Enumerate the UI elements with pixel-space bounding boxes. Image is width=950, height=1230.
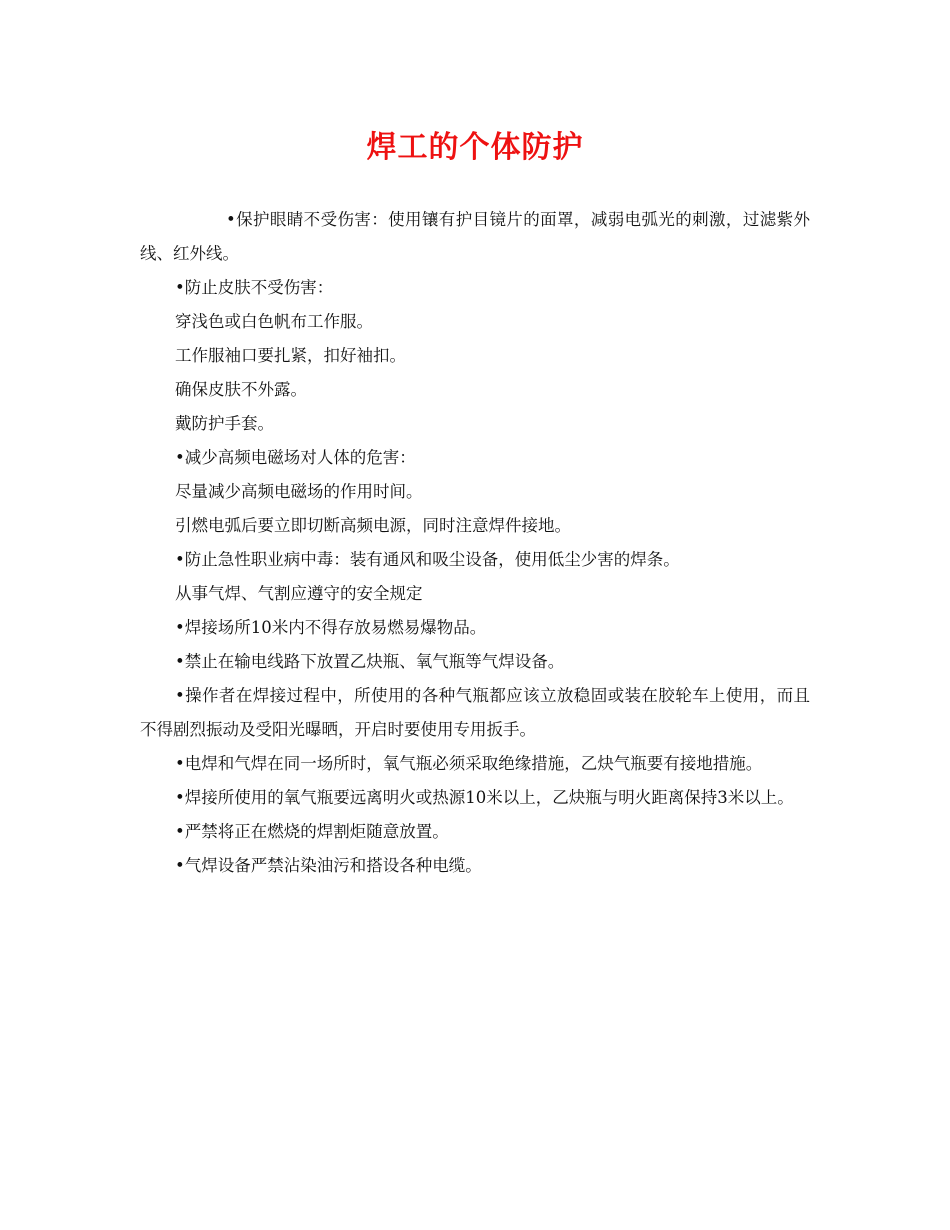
paragraph-no-oil-cables: •气焊设备严禁沾染油污和搭设各种电缆。 [175,856,482,875]
paragraph-eye-protection: •保护眼睛不受伤害：使用镶有护目镜片的面罩，减弱电弧光的刺激，过滤紫外线、红外线。 [140,210,810,263]
paragraph-poisoning-prevention: •防止急性职业病中毒：装有通风和吸尘设备，使用低尘少害的焊条。 [175,550,680,569]
paragraph-no-flammables: •焊接场所10米内不得存放易燃易爆物品。 [175,618,487,637]
paragraph-light-workwear: 穿浅色或白色帆布工作服。 [175,312,373,331]
paragraph-gloves: 戴防护手套。 [175,414,274,433]
paragraph-reduce-exposure: 尽量减少高频电磁场的作用时间。 [175,482,423,501]
paragraph-hf-field-heading: •减少高频电磁场对人体的危害： [175,448,416,467]
paragraph-cylinder-distance: •焊接所使用的氧气瓶要远离明火或热源10米以上，乙炔瓶与明火距离保持3米以上。 [175,788,794,807]
paragraph-insulation-grounding: •电焊和气焊在同一场所时，氧气瓶必须采取绝缘措施，乙炔气瓶要有接地措施。 [175,754,763,773]
paragraph-gas-welding-rules-heading: 从事气焊、气割应遵守的安全规定 [175,584,423,603]
paragraph-no-cylinders-under-lines: •禁止在输电线路下放置乙炔瓶、氧气瓶等气焊设备。 [175,652,565,671]
paragraph-no-exposed-skin: 确保皮肤不外露。 [175,380,307,399]
paragraph-cylinder-handling: •操作者在焊接过程中，所使用的各种气瓶都应该立放稳固或装在胶轮车上使用，而且不得剧烈振动及受阳光曝晒，开启时要使用专用扳手。 [140,686,810,739]
document-body [140,203,810,883]
paragraph-skin-protection-heading: •防止皮肤不受伤害： [175,278,334,297]
document-title: 焊工的个体防护 [366,130,584,165]
paragraph-torch-placement: •严禁将正在燃烧的焊割炬随意放置。 [175,822,449,841]
paragraph-cuffs: 工作服袖口要扎紧，扣好袖扣。 [175,346,406,365]
paragraph-cut-hf-power: 引燃电弧后要立即切断高频电源，同时注意焊件接地。 [175,516,571,535]
